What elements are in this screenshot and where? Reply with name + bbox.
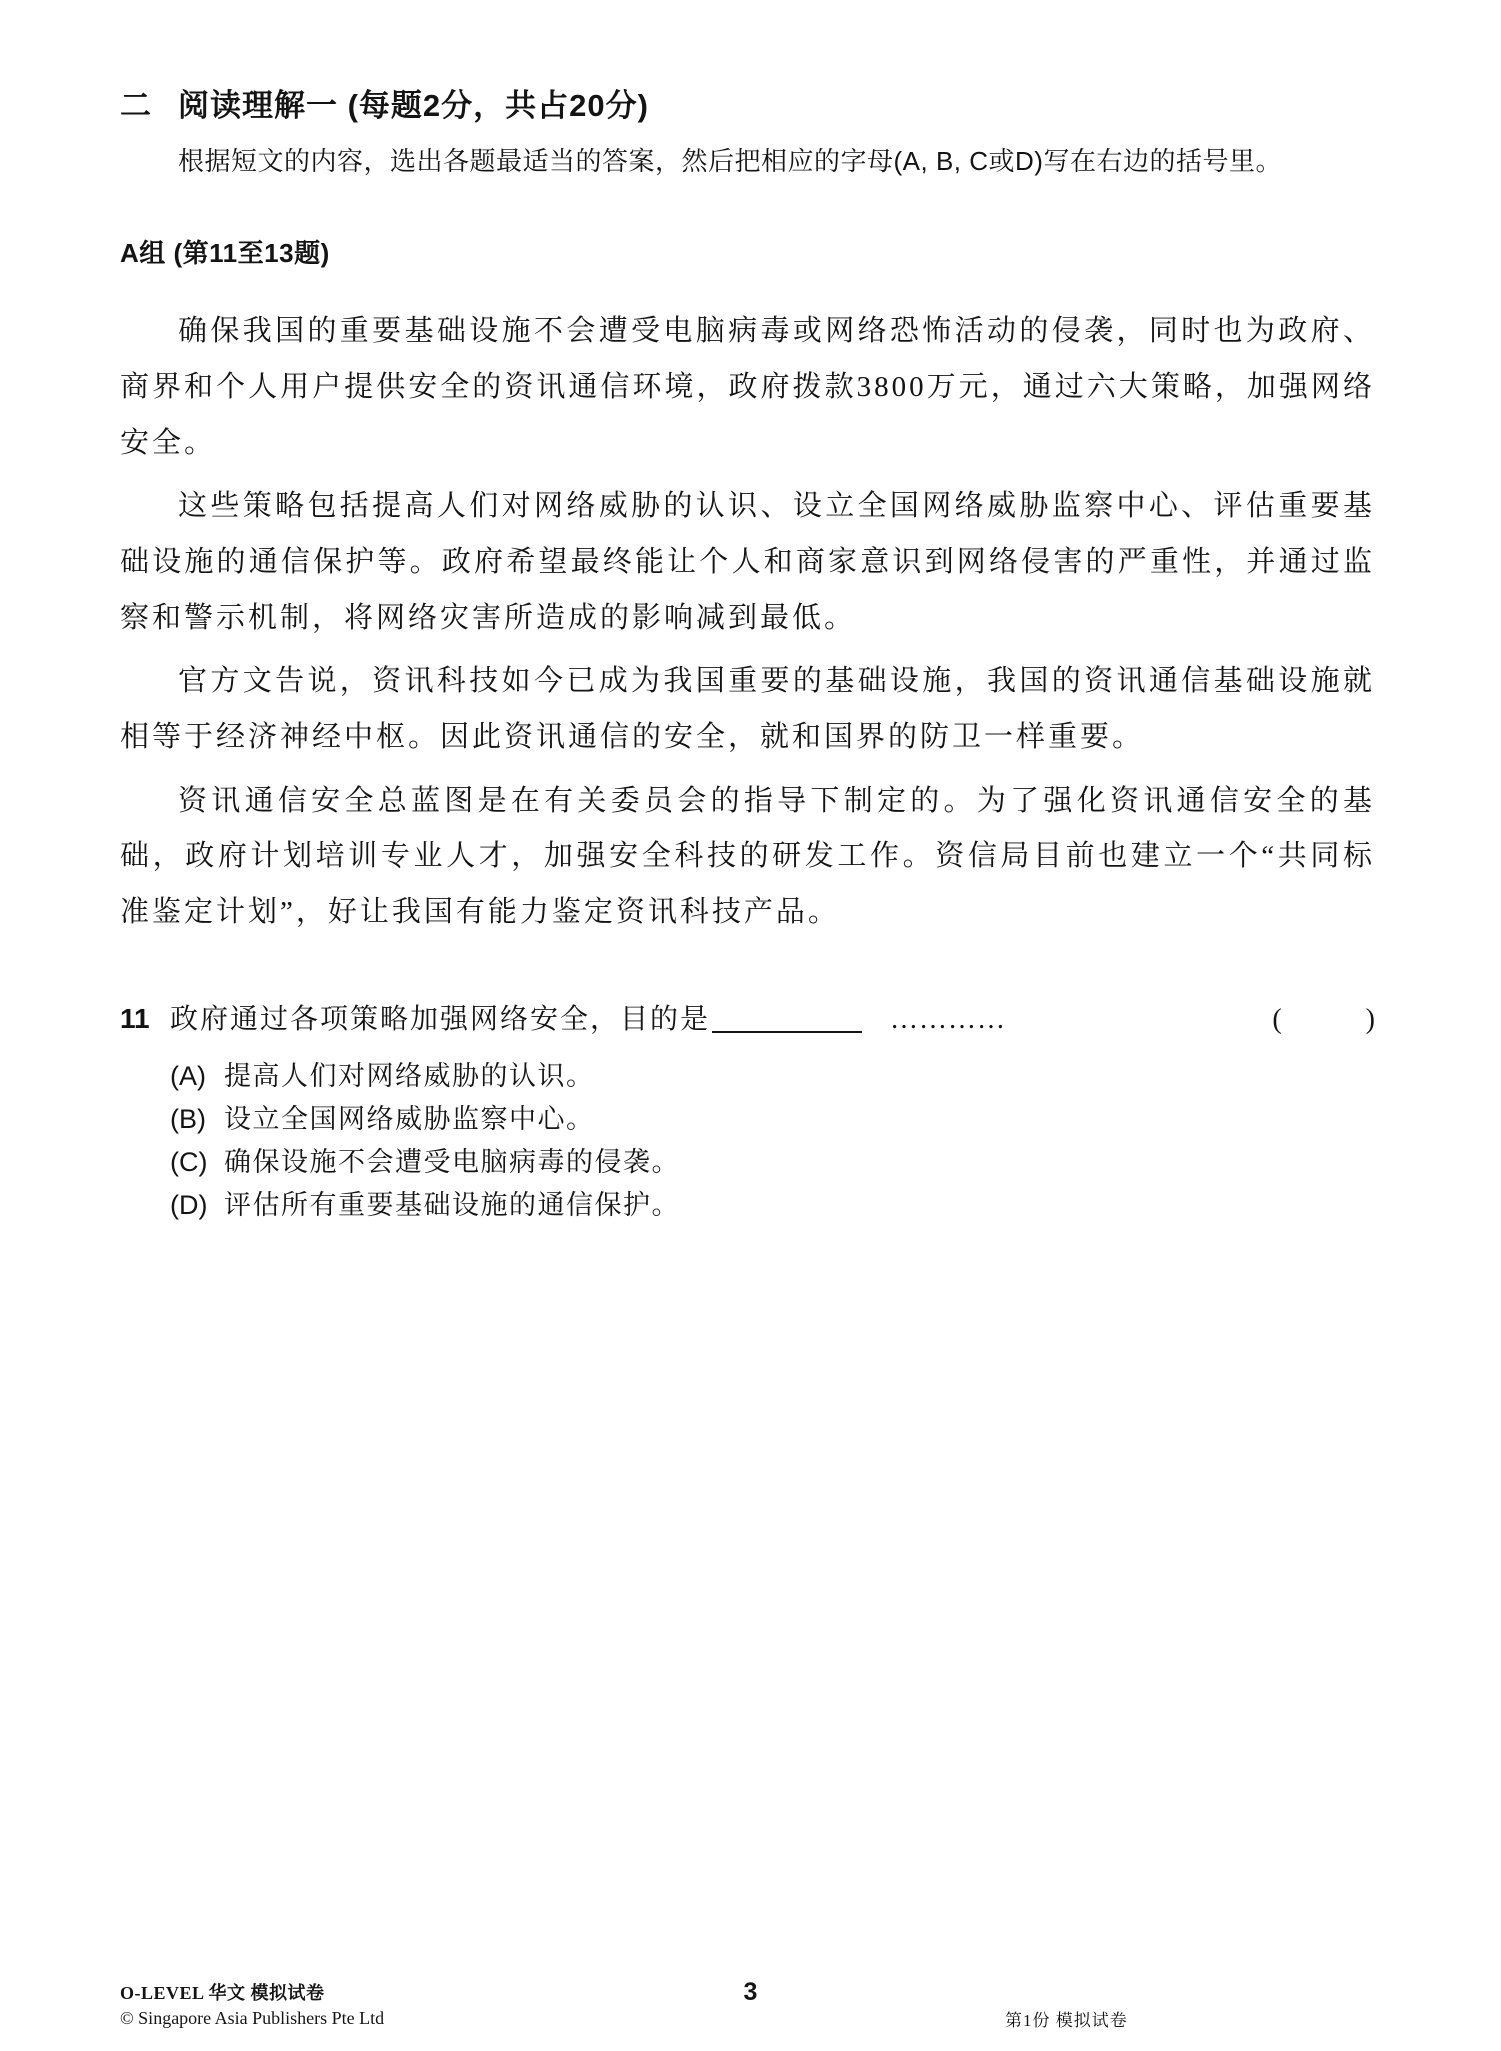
option-b — [170, 1098, 1375, 1141]
instructions-text: 根据短文的内容，选出各题最适当的答案，然后把相应的字母(A, B, C或D)写在右边的括号里。 — [178, 146, 1282, 176]
option-c-text: 确保设施不会遭受电脑病毒的侵袭。 — [224, 1147, 680, 1178]
option-b-label: (B) — [170, 1103, 206, 1134]
option-a-label: (A) — [170, 1060, 206, 1091]
section-number: 二 — [120, 88, 152, 123]
passage-paragraph-4: 资讯通信安全总蓝图是在有关委员会的指导下制定的。为了强化资讯通信安全的基础，政府计划培训专业人才，加强安全科技的研发工作。资信局目前也建立一个“共同标准鉴定计划”，好让我国有能力鉴定资讯科技产品。 — [120, 784, 1375, 929]
section-title: 阅读理解一 (每题2分，共占20分) — [178, 88, 649, 123]
option-d-text: 评估所有重要基础设施的通信保护。 — [224, 1190, 680, 1221]
question-stem: 政府通过各项策略加强网络安全，目的是 — [170, 1003, 711, 1035]
answer-blank-line — [712, 997, 862, 1033]
page-number: 3 — [743, 1978, 758, 2006]
copyright-notice: © Singapore Asia Publishers Pte Ltd — [120, 2007, 385, 2028]
page-footer — [0, 1967, 1501, 2037]
question-number: 11 — [120, 1002, 150, 1034]
option-d — [170, 1184, 1375, 1227]
section-header — [120, 80, 1375, 125]
passage-paragraph-1: 确保我国的重要基础设施不会遭受电脑病毒或网络恐怖活动的侵袭，同时也为政府、商界和个人用户提供安全的资讯通信环境，政府拨款3800万元，通过六大策略，加强网络安全。 — [120, 315, 1375, 459]
option-a — [170, 1055, 1375, 1098]
option-b-text: 设立全国网络威胁监察中心。 — [224, 1103, 595, 1134]
question-11 — [120, 997, 1375, 1228]
passage-paragraph-3: 官方文告说，资讯科技如今已成为我国重要的基础设施，我国的资讯通信基础设施就相等于经济神经中枢。因此资讯通信的安全，就和国界的防卫一样重要。 — [120, 665, 1375, 753]
dotted-leader: ………… — [890, 1003, 1007, 1035]
paper-set-label: 第1份 模拟试卷 — [1005, 2011, 1128, 2030]
option-c-label: (C) — [170, 1147, 208, 1178]
question-stem-line — [120, 997, 1375, 1037]
booklet-title: O-LEVEL 华文 模拟试卷 — [120, 1982, 325, 2003]
group-label: A组 (第11至13题) — [120, 238, 330, 269]
passage-paragraph-2: 这些策略包括提高人们对网络威胁的认识、设立全国网络威胁监察中心、评估重要基础设施的通信保护等。政府希望最终能让个人和商家意识到网络侵害的严重性，并通过监察和警示机制，将网络灾害所造成的影响减到最低。 — [120, 490, 1375, 634]
option-c — [170, 1141, 1375, 1184]
answer-bracket: ( ) — [1272, 1003, 1375, 1035]
option-d-label: (D) — [170, 1190, 208, 1221]
reading-passage — [120, 304, 1375, 940]
option-list — [170, 1055, 1375, 1228]
option-a-text: 提高人们对网络威胁的认识。 — [224, 1060, 595, 1091]
